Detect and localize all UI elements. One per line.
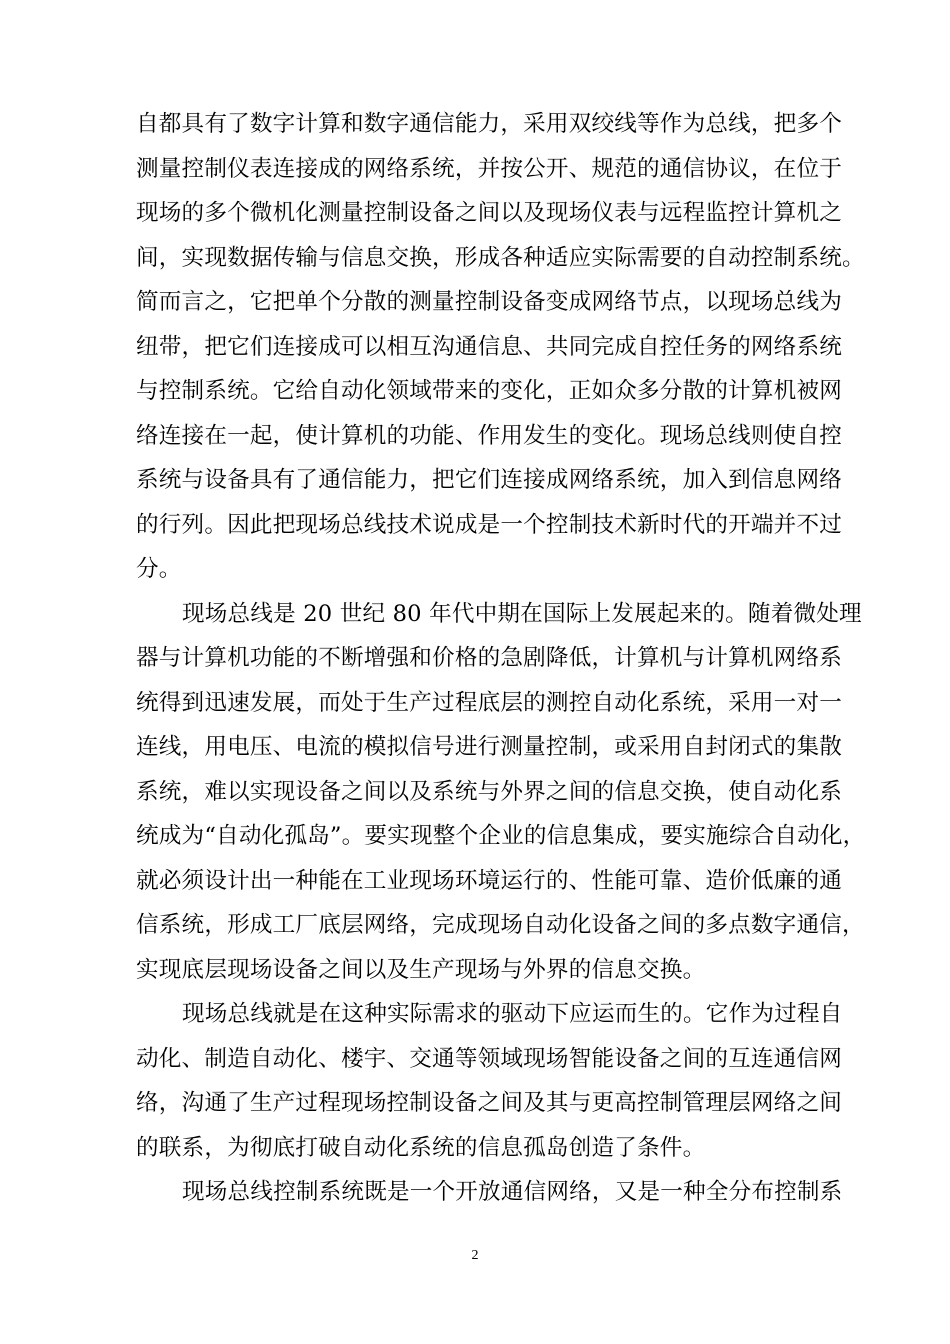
paragraph-first-line: 现场总线就是在这种实际需求的驱动下应运而生的。它作为过程自 <box>182 1001 843 1027</box>
text-line: 统成为“自动化孤岛”。要实现整个企业的信息集成，要实施综合自动化， <box>136 823 866 849</box>
text-line: 就必须设计出一种能在工业现场环境运行的、性能可靠、造价低廉的通 <box>136 867 842 894</box>
text-line: 自都具有了数字计算和数字通信能力，采用双绞线等作为总线，把多个 <box>136 111 842 137</box>
text-line: 分。 <box>136 556 182 582</box>
text-line: 的行列。因此把现场总线技术说成是一个控制技术新时代的开端并不过 <box>136 511 842 538</box>
text-line: 系统与设备具有了通信能力，把它们连接成网络系统，加入到信息网络 <box>136 467 842 493</box>
text-line: 简而言之，它把单个分散的测量控制设备变成网络节点，以现场总线为 <box>136 289 842 315</box>
text-line: 络，沟通了生产过程现场控制设备之间及其与更高控制管理层网络之间 <box>136 1090 842 1116</box>
paragraph-first-line: 现场总线控制系统既是一个开放通信网络，又是一种全分布控制系 <box>182 1179 843 1205</box>
page-number: 2 <box>471 1248 479 1263</box>
paragraph-first-line: 现场总线是 20 世纪 80 年代中期在国际上发展起来的。随着微处理 <box>182 600 862 627</box>
text-line: 间，实现数据传输与信息交换，形成各种适应实际需要的自动控制系统。 <box>136 244 865 271</box>
text-line: 器与计算机功能的不断增强和价格的急剧降低，计算机与计算机网络系 <box>136 645 842 671</box>
text-line: 连线，用电压、电流的模拟信号进行测量控制，或采用自封闭式的集散 <box>136 734 842 760</box>
text-line: 与控制系统。它给自动化领域带来的变化，正如众多分散的计算机被网 <box>136 378 842 404</box>
text-line: 的联系，为彻底打破自动化系统的信息孤岛创造了条件。 <box>136 1134 706 1161</box>
text-line: 信系统，形成工厂底层网络，完成现场自动化设备之间的多点数字通信， <box>136 912 865 938</box>
text-line: 统得到迅速发展，而处于生产过程底层的测控自动化系统，采用一对一 <box>136 689 842 716</box>
text-line: 动化、制造自动化、楼宇、交通等领域现场智能设备之间的互连通信网 <box>136 1045 842 1072</box>
text-line: 络连接在一起，使计算机的功能、作用发生的变化。现场总线则使自控 <box>136 422 842 449</box>
text-line: 纽带，把它们连接成可以相互沟通信息、共同完成自控任务的网络系统 <box>136 333 842 360</box>
text-line: 系统，难以实现设备之间以及系统与外界之间的信息交换，使自动化系 <box>136 778 842 805</box>
text-line: 实现底层现场设备之间以及生产现场与外界的信息交换。 <box>136 956 706 983</box>
text-line: 现场的多个微机化测量控制设备之间以及现场仪表与远程监控计算机之 <box>136 200 842 226</box>
text-line: 测量控制仪表连接成的网络系统，并按公开、规范的通信协议，在位于 <box>136 155 842 182</box>
body-text <box>136 102 866 1215</box>
